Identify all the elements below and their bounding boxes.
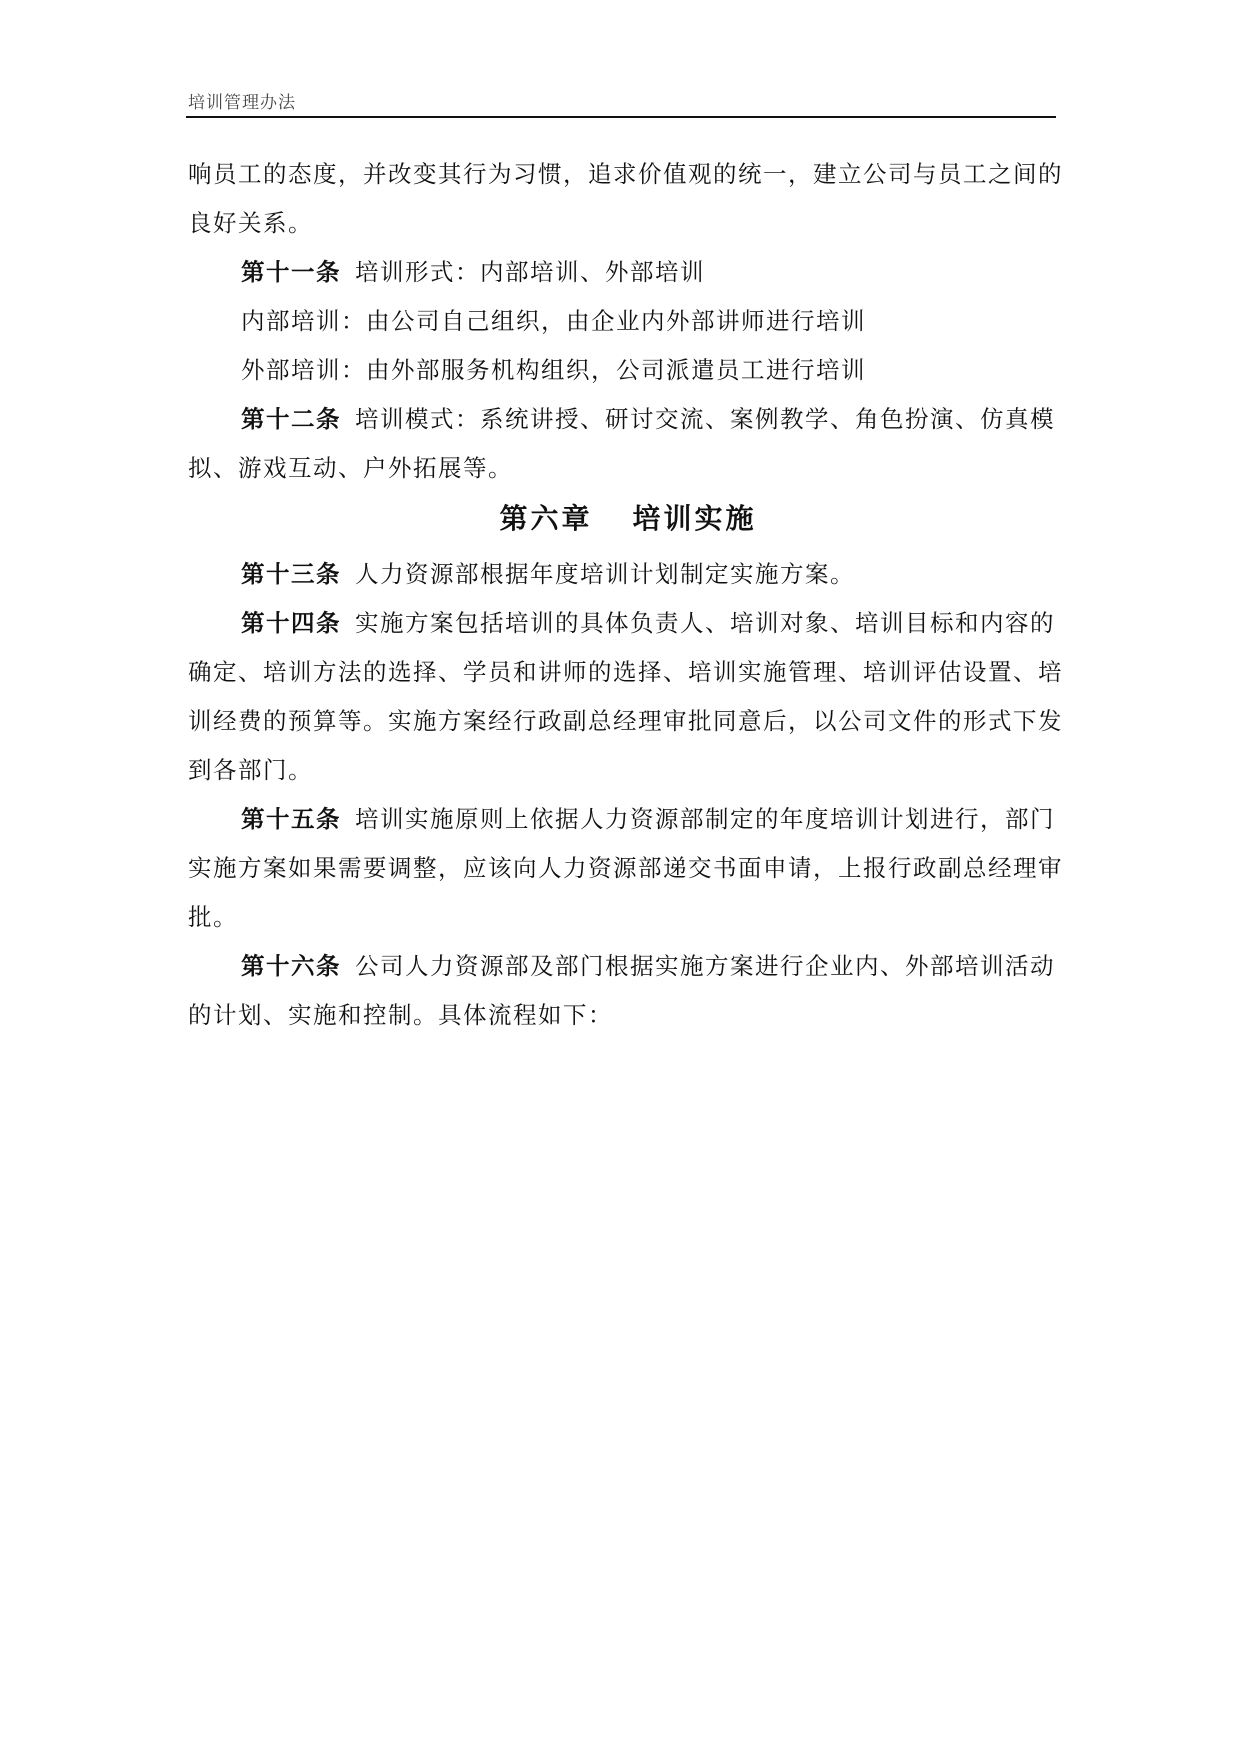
external-training-line: 外部培训：由外部服务机构组织，公司派遣员工进行培训 [241,356,866,384]
chapter-title: 培训实施 [632,502,757,535]
article-text: 培训模式：系统讲授、研讨交流、案例教学、角色扮演、仿真模 [355,405,1055,433]
paragraph-line: 良好关系。 [188,209,313,237]
article-12 [188,395,1068,444]
article-text: 实施方案包括培训的具体负责人、培训对象、培训目标和内容的 [355,609,1055,637]
article-label: 第十三条 [241,560,341,588]
paragraph-line: 确定、培训方法的选择、学员和讲师的选择、培训实施管理、培训评估设置、培 [188,658,1063,686]
paragraph-line: 实施方案如果需要调整，应该向人力资源部递交书面申请，上报行政副总经理审 [188,854,1063,882]
paragraph-line: 批。 [188,903,238,931]
paragraph-line: 响员工的态度，并改变其行为习惯，追求价值观的统一，建立公司与员工之间的 [188,160,1063,188]
article-13 [188,550,1068,599]
paragraph-line: 训经费的预算等。实施方案经行政副总经理审批同意后，以公司文件的形式下发 [188,707,1063,735]
article-label: 第十五条 [241,805,341,833]
article-14 [188,599,1068,648]
article-label: 第十六条 [241,952,341,980]
page-header [186,88,1056,118]
article-label: 第十二条 [241,405,341,433]
chapter-heading [188,494,1068,544]
paragraph-line: 的计划、实施和控制。具体流程如下： [188,1001,613,1029]
article-text: 人力资源部根据年度培训计划制定实施方案。 [355,560,855,588]
document-body [188,150,1068,1040]
header-title: 培训管理办法 [188,93,296,113]
paragraph-line: 到各部门。 [188,756,313,784]
article-15 [188,795,1068,844]
chapter-number: 第六章 [499,502,593,535]
article-11 [188,248,1068,297]
paragraph-line: 拟、游戏互动、户外拓展等。 [188,454,513,482]
article-label: 第十四条 [241,609,341,637]
article-label: 第十一条 [241,258,341,286]
article-text: 培训形式：内部培训、外部培训 [355,258,705,286]
article-16 [188,942,1068,991]
internal-training-line: 内部培训：由公司自己组织，由企业内外部讲师进行培训 [241,307,866,335]
article-text: 公司人力资源部及部门根据实施方案进行企业内、外部培训活动 [355,952,1055,980]
article-text: 培训实施原则上依据人力资源部制定的年度培训计划进行，部门 [355,805,1055,833]
